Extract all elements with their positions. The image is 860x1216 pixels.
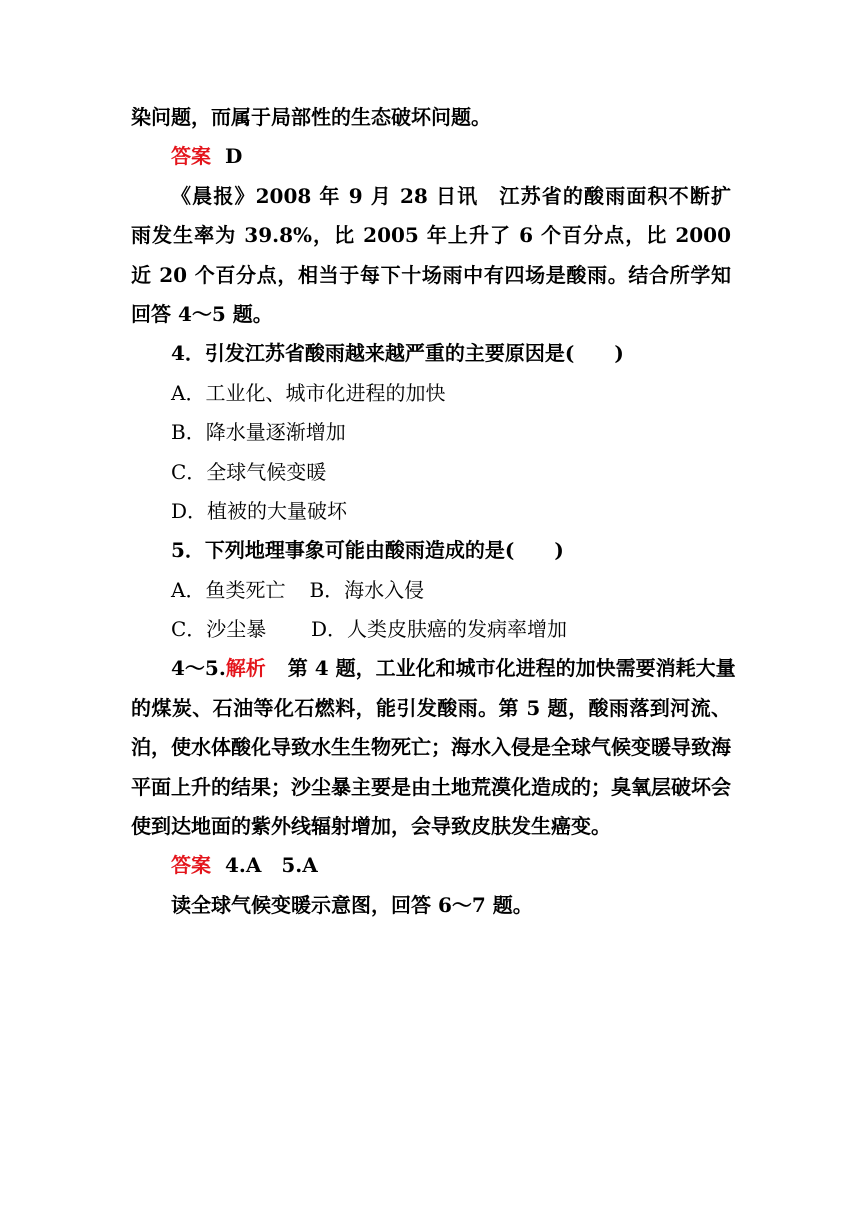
document-page	[131, 98, 736, 925]
analysis-line	[131, 649, 736, 688]
option-c: C．全球气候变暖	[171, 459, 327, 484]
option-c: C．沙尘暴	[171, 617, 267, 642]
option-b: B．降水量逐渐增加	[171, 420, 346, 445]
analysis-label: 解析	[225, 656, 266, 681]
text-line: 雨发生率为 39.8%，比 2005 年上升了 6 个百分点，比 2000	[131, 223, 731, 248]
text-line: 平面上升的结果；沙尘暴主要是由土地荒漠化造成的；臭氧层破坏会	[131, 774, 731, 799]
option-d: D．植被的大量破坏	[171, 498, 348, 523]
text-line: 《晨报》2008 年 9 月 28 日讯 江苏省的酸雨面积不断扩	[171, 183, 731, 208]
text-line: 染问题，而属于局部性的生态破坏问题。	[131, 105, 491, 129]
answer-value: D	[225, 144, 243, 169]
answer-label: 答案	[171, 144, 211, 169]
analysis-prefix: 4～5.	[171, 656, 226, 681]
option-b: B．海水入侵	[309, 577, 425, 602]
option-row	[131, 610, 731, 649]
answer-line	[131, 846, 731, 885]
text-line: 近 20 个百分点，相当于每下十场雨中有四场是酸雨。结合所学知	[131, 262, 731, 287]
text-line: 泊，使水体酸化导致水生生物死亡；海水入侵是全球气候变暖导致海	[131, 735, 731, 760]
answer-value: 4.A 5.A	[225, 853, 318, 878]
answer-line	[131, 137, 731, 176]
text-line: 的煤炭、石油等化石燃料，能引发酸雨。第 5 题，酸雨落到河流、	[131, 695, 731, 720]
option-a: A．鱼类死亡	[171, 577, 286, 602]
analysis-text: 第 4 题，工业化和城市化进程的加快需要消耗大量	[287, 656, 736, 681]
option-a: A．工业化、城市化进程的加快	[171, 380, 446, 405]
text-line: 回答 4～5 题。	[131, 301, 273, 326]
option-d: D．人类皮肤癌的发病率增加	[311, 617, 568, 642]
text-line: 使到达地面的紫外线辐射增加，会导致皮肤发生癌变。	[131, 814, 611, 839]
option-row	[131, 571, 731, 610]
answer-label: 答案	[171, 853, 211, 878]
question-stem: 4．引发江苏省酸雨越来越严重的主要原因是( )	[171, 341, 624, 366]
question-stem: 5．下列地理事象可能由酸雨造成的是( )	[171, 538, 564, 563]
text-line: 读全球气候变暖示意图，回答 6～7 题。	[171, 892, 533, 917]
